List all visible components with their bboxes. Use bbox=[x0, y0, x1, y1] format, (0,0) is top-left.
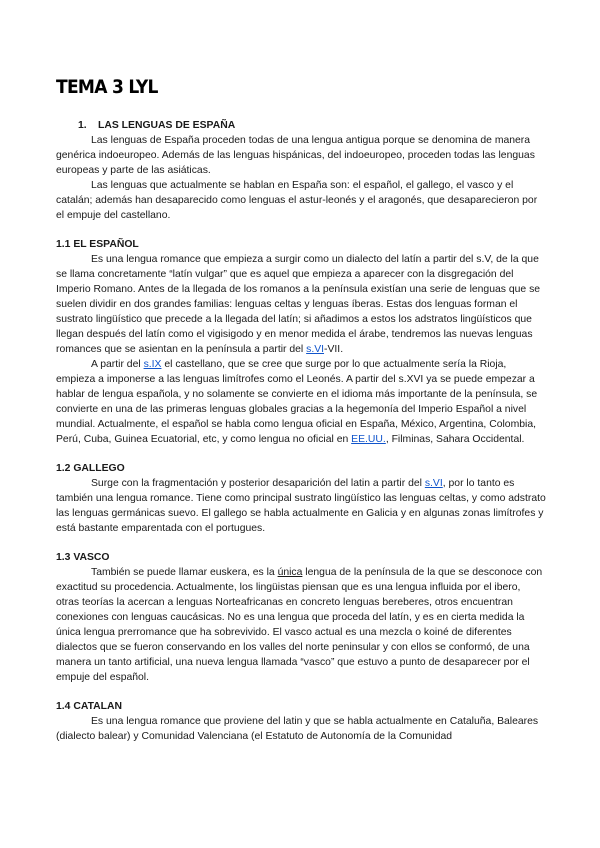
section-heading-vasco: 1.3 VASCO bbox=[56, 552, 110, 563]
document-body bbox=[56, 118, 546, 744]
paragraph-lenguas-1: Las lenguas de España proceden todas de una lengua antigua porque se denomina de manera genérica indoeuropeo. Además de las lenguas hispánicas, del indoeuropeo, proceden todas las lenguas europeas y parte de las asiáticas. bbox=[56, 135, 535, 176]
paragraph-lenguas-2: Las lenguas que actualmente se hablan en España son: el español, el gallego, el vasco y el catalán; además han desaparecido como lenguas el astur-leonés y el aragonés, que desaparecieron por el empuje del castellano. bbox=[56, 180, 538, 221]
section-number: 1. bbox=[78, 120, 87, 131]
paragraph-gallego: Surge con la fragmentación y posterior desaparición del latin a partir del s.VI, por lo tanto es también una lengua romance. Tiene como principal sustrato lingüístico las lenguas celtas, y como adstrato las lenguas germánicas suevo. El gallego se habla actualmente en Galicia y en algunas zonas limítrofes y está bastante emparentada con el portugues. bbox=[56, 478, 546, 534]
paragraph-espanol-2: A partir del s.IX el castellano, que se cree que surge por lo que actualmente sería la Rioja, empieza a imponerse a las lenguas limítrofes como el Leonés. A partir del s.XVI ya se puede empezar a hablar de lengua española, y no solamente se convierte en el idioma más importante de la península, se convierte en una de las primeras lenguas globales gracias a la hegemonía del Imperio Español a nivel mundial. Actualmente, el español se habla como lengua oficial en España, México, Argentina, Colombia, Perú, Cuba, Guinea Ecuatorial, etc, y como lengua no oficial en EE.UU., Filminas, Sahara Occidental. bbox=[56, 359, 538, 445]
link-s-vi-gallego[interactable]: s.VI bbox=[424, 478, 443, 489]
paragraph-espanol-1: Es una lengua romance que empieza a surgir como un dialecto del latín a partir del s.V, de la que se llama concretamente “latín vulgar” que es aquel que empieza a aparecer con la disgregación del Imperio Romano. Antes de la llegada de los romanos a la península existían una serie de lenguas que se suelen dividir en dos grandes familias: lenguas celtas y lenguas íberas. Estas dos lenguas forman el sustrato lingüístico que precede a la llegada del latín; si añadimos a estos los adstratos lingüísticos que llegan después del latín como el vigisigodo y en menor medida el árabe, tendremos las nuevas lenguas romances que se asientan en la península a partir del s.VI-VII. bbox=[56, 254, 541, 355]
section-heading-gallego: 1.2 GALLEGO bbox=[56, 463, 125, 474]
section-title: LAS LENGUAS DE ESPAÑA bbox=[98, 120, 236, 131]
paragraph-vasco: También se puede llamar euskera, es la única lengua de la península de la que se desconoce con exactitud su procedencia. Actualmente, los lingüistas piensan que es una lengua influida por el ibero, otras teorías la acercan a lenguas Norteafricanas en concreto lenguas bereberes, otros encuentran conexiones con lenguas caucásicas. No es una lengua que proceda del latín, y es en cierta medida la única lengua prerromance que ha sobrevivido. El vasco actual es una mezcla o koiné de diferentes dialectos que se fueron conservando en los valles del norte peninsular y con ellos se conformó, de una manera un tanto artificial, una nueva lengua llamada “vasco” que estuvo a punto de desaparecer por el empuje del español. bbox=[56, 567, 543, 683]
underlined-word: única bbox=[277, 567, 303, 578]
section-heading-espanol: 1.1 EL ESPAÑOL bbox=[56, 239, 139, 250]
page-title: TEMA 3 LYL bbox=[56, 76, 158, 98]
link-ee-uu[interactable]: EE.UU. bbox=[351, 434, 386, 445]
section-heading-catalan: 1.4 CATALAN bbox=[56, 701, 123, 712]
section-heading-lenguas bbox=[78, 118, 546, 133]
paragraph-catalan: Es una lengua romance que proviene del latin y que se habla actualmente en Cataluña, Baleares (dialecto balear) y Comunidad Valenciana (el Estatuto de Autonomía de la Comunidad bbox=[56, 716, 539, 742]
link-s-vi[interactable]: s.VI bbox=[306, 344, 325, 355]
link-s-ix[interactable]: s.IX bbox=[143, 359, 162, 370]
